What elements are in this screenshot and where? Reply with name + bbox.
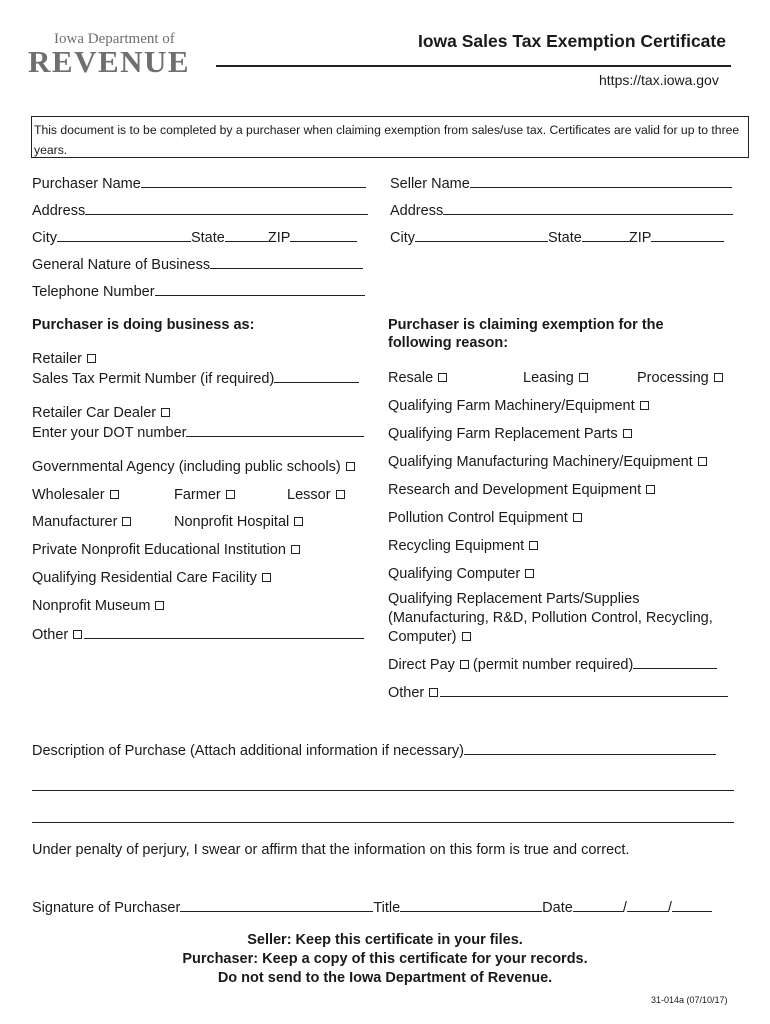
farmer-option[interactable]: [174, 487, 235, 503]
perjury-statement: Under penalty of perjury, I swear or affirm that the information on this form is true and correct.: [32, 842, 630, 858]
exemption-heading-line1: Purchaser is claiming exemption for the: [388, 317, 664, 333]
dot-number-field[interactable]: [32, 424, 364, 441]
logo-title: REVENUE: [28, 44, 191, 79]
purchaser-zip-label: ZIP: [267, 230, 291, 246]
seller-city-state-zip[interactable]: [390, 229, 724, 246]
computer-option[interactable]: [388, 566, 534, 582]
retailer-car-dealer-label: Retailer Car Dealer: [32, 405, 157, 421]
seller-name-field[interactable]: [390, 175, 732, 192]
replacement-parts-checkbox[interactable]: [462, 632, 471, 641]
pollution-control-label: Pollution Control Equipment: [388, 510, 568, 526]
processing-option[interactable]: [637, 370, 723, 386]
description-label: Description of Purchase (Attach additional information if necessary): [32, 743, 464, 759]
exemption-other-checkbox[interactable]: [429, 688, 438, 697]
footer-purchaser-note: Purchaser: Keep a copy of this certificate for your records.: [182, 951, 588, 967]
nonprofit-museum-checkbox[interactable]: [155, 601, 164, 610]
business-as-heading: Purchaser is doing business as:: [32, 317, 255, 333]
resale-label: Resale: [388, 370, 434, 386]
direct-pay-option[interactable]: [388, 656, 717, 673]
header-url: https://tax.iowa.gov: [599, 72, 719, 88]
pollution-control-option[interactable]: [388, 510, 582, 526]
purchaser-address-label: Address: [32, 203, 86, 219]
date-label: Date: [542, 900, 573, 916]
exemption-heading-line2: following reason:: [388, 335, 509, 351]
signature-row[interactable]: [32, 899, 712, 916]
form-code: 31-014a (07/10/17): [651, 995, 728, 1005]
farm-machinery-label: Qualifying Farm Machinery/Equipment: [388, 398, 635, 414]
pollution-control-checkbox[interactable]: [573, 513, 582, 522]
private-nonprofit-edu-option[interactable]: [32, 542, 300, 558]
date-slash-2: /: [667, 900, 672, 916]
leasing-label: Leasing: [523, 370, 574, 386]
residential-care-checkbox[interactable]: [262, 573, 271, 582]
title-label: Title: [373, 900, 401, 916]
seller-name-label: Seller Name: [390, 176, 470, 192]
seller-state-label: State: [547, 230, 582, 246]
computer-checkbox[interactable]: [525, 569, 534, 578]
leasing-option[interactable]: [523, 370, 588, 386]
processing-checkbox[interactable]: [714, 373, 723, 382]
lessor-option[interactable]: [287, 487, 345, 503]
research-dev-label: Research and Development Equipment: [388, 482, 642, 498]
manufacturing-machinery-option[interactable]: [388, 454, 707, 470]
retailer-car-dealer-option[interactable]: [32, 405, 170, 421]
farmer-label: Farmer: [174, 487, 221, 503]
direct-pay-note: (permit number required): [472, 657, 634, 673]
logo-subtitle: Iowa Department of: [54, 31, 175, 47]
purchaser-city-label: City: [32, 230, 57, 246]
governmental-checkbox[interactable]: [346, 462, 355, 471]
purchaser-city-state-zip[interactable]: [32, 229, 357, 246]
date-slash-1: /: [622, 900, 627, 916]
telephone-label: Telephone Number: [32, 284, 155, 300]
leasing-checkbox[interactable]: [579, 373, 588, 382]
replacement-parts-line2: (Manufacturing, R&D, Pollution Control, Recycling,: [388, 610, 713, 626]
replacement-parts-option[interactable]: [388, 629, 471, 645]
seller-address-field[interactable]: [390, 202, 733, 219]
manufacturer-checkbox[interactable]: [122, 517, 131, 526]
notice-box: This document is to be completed by a purchaser when claiming exemption from sales/use tax. Certificates are valid for up to three years.: [31, 116, 749, 158]
private-nonprofit-edu-label: Private Nonprofit Educational Institution: [32, 542, 286, 558]
farm-replacement-checkbox[interactable]: [623, 429, 632, 438]
nonprofit-museum-option[interactable]: [32, 598, 164, 614]
research-dev-option[interactable]: [388, 482, 655, 498]
business-other-checkbox[interactable]: [73, 630, 82, 639]
seller-address-label: Address: [390, 203, 444, 219]
manufacturer-option[interactable]: [32, 514, 131, 530]
signature-label: Signature of Purchaser: [32, 900, 181, 916]
retailer-car-dealer-checkbox[interactable]: [161, 408, 170, 417]
manufacturer-label: Manufacturer: [32, 514, 118, 530]
purchaser-name-label: Purchaser Name: [32, 176, 141, 192]
farm-replacement-label: Qualifying Farm Replacement Parts: [388, 426, 618, 442]
recycling-option[interactable]: [388, 538, 538, 554]
manufacturing-machinery-label: Qualifying Manufacturing Machinery/Equipment: [388, 454, 693, 470]
farm-replacement-option[interactable]: [388, 426, 632, 442]
wholesaler-checkbox[interactable]: [110, 490, 119, 499]
lessor-label: Lessor: [287, 487, 331, 503]
business-other-option[interactable]: [32, 626, 364, 643]
page-title: Iowa Sales Tax Exemption Certificate: [418, 31, 726, 51]
wholesaler-option[interactable]: [32, 487, 119, 503]
sales-tax-permit-field[interactable]: [32, 370, 359, 387]
footer-seller-note: Seller: Keep this certificate in your files.: [247, 932, 523, 948]
private-nonprofit-edu-checkbox[interactable]: [291, 545, 300, 554]
direct-pay-checkbox[interactable]: [460, 660, 469, 669]
purchaser-address-field[interactable]: [32, 202, 368, 219]
seller-city-label: City: [390, 230, 415, 246]
seller-zip-label: ZIP: [628, 230, 652, 246]
processing-label: Processing: [637, 370, 709, 386]
exemption-other-label: Other: [388, 685, 425, 701]
header-rule: [216, 65, 731, 67]
nonprofit-hospital-label: Nonprofit Hospital: [174, 514, 290, 530]
exemption-other-option[interactable]: [388, 684, 728, 701]
manufacturing-machinery-checkbox[interactable]: [698, 457, 707, 466]
nonprofit-hospital-checkbox[interactable]: [294, 517, 303, 526]
farmer-checkbox[interactable]: [226, 490, 235, 499]
residential-care-label: Qualifying Residential Care Facility: [32, 570, 257, 586]
resale-checkbox[interactable]: [438, 373, 447, 382]
business-nature-field[interactable]: [32, 256, 363, 273]
recycling-label: Recycling Equipment: [388, 538, 525, 554]
replacement-parts-line1: Qualifying Replacement Parts/Supplies: [388, 591, 640, 607]
purchaser-name-field[interactable]: [32, 175, 366, 192]
research-dev-checkbox[interactable]: [646, 485, 655, 494]
lessor-checkbox[interactable]: [336, 490, 345, 499]
recycling-checkbox[interactable]: [529, 541, 538, 550]
farm-machinery-checkbox[interactable]: [640, 401, 649, 410]
footer-do-not-send: Do not send to the Iowa Department of Revenue.: [217, 970, 553, 986]
dot-number-label: Enter your DOT number: [32, 425, 187, 441]
description-line-2[interactable]: [32, 790, 734, 791]
description-field[interactable]: [32, 742, 716, 759]
retailer-checkbox[interactable]: [87, 354, 96, 363]
direct-pay-label: Direct Pay: [388, 657, 455, 673]
wholesaler-label: Wholesaler: [32, 487, 105, 503]
farm-machinery-option[interactable]: [388, 398, 649, 414]
replacement-parts-label: Computer): [388, 629, 457, 645]
computer-label: Qualifying Computer: [388, 566, 521, 582]
residential-care-option[interactable]: [32, 570, 271, 586]
purchaser-state-label: State: [190, 230, 225, 246]
retailer-option[interactable]: [32, 351, 96, 367]
description-line-3[interactable]: [32, 822, 734, 823]
retailer-label: Retailer: [32, 351, 82, 367]
resale-option[interactable]: [388, 370, 447, 386]
governmental-label: Governmental Agency (including public schools): [32, 459, 341, 475]
business-nature-label: General Nature of Business: [32, 257, 211, 273]
sales-tax-permit-label: Sales Tax Permit Number (if required): [32, 371, 275, 387]
nonprofit-museum-label: Nonprofit Museum: [32, 598, 151, 614]
governmental-option[interactable]: [32, 459, 355, 475]
nonprofit-hospital-option[interactable]: [174, 514, 303, 530]
business-other-label: Other: [32, 627, 69, 643]
telephone-field[interactable]: [32, 283, 365, 300]
